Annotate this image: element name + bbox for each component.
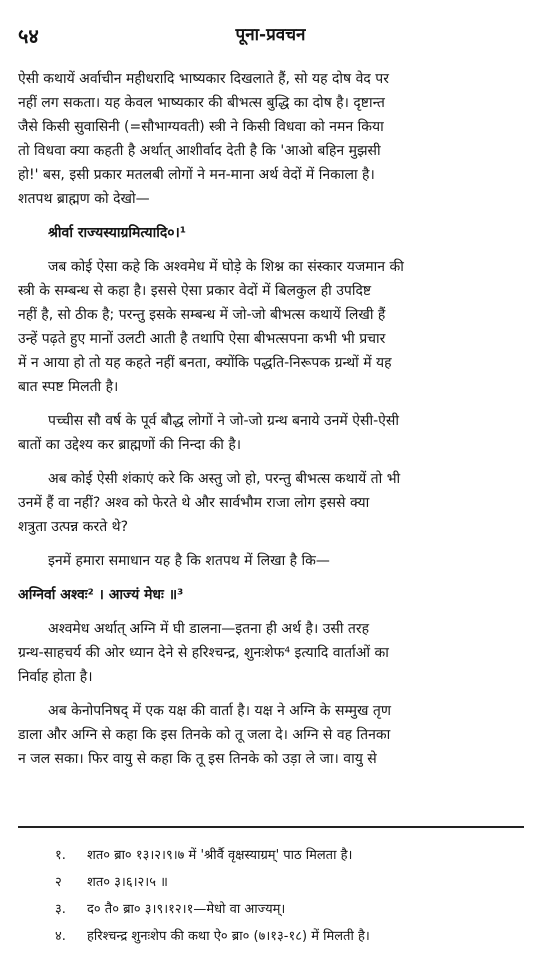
text-line: उनमें हैं वा नहीं? अश्व को फेरते थे और सार्वभौम राजा लोग इससे क्या (18, 495, 370, 511)
text-line: जब कोई ऐसा कहे कि अश्वमेध में घोड़े के शिश्न का संस्कार यजमान की (48, 259, 404, 275)
footnote-text: द० तै० ब्रा० ३।९।१२।१—मेधो वा आज्यम्। (87, 902, 286, 917)
text-line: नहीं लग सकता। यह केवल भाष्यकार की बीभत्स बुद्धि का दोष है। दृष्टान्त (18, 95, 385, 111)
footnote-text: शत० ब्रा० १३।२।९।७ में 'श्रीर्वै वृक्षस्याग्रम्' पाठ मिलता है। (87, 848, 353, 863)
footnote (55, 842, 525, 869)
text-line: शत्रुता उत्पन्न करते थे? (18, 519, 129, 535)
sanskrit-quote: श्रीर्वा राज्यस्याग्रमित्यादि०।¹ (48, 225, 186, 241)
text-line: बातों का उद्देश्य कर ब्राह्मणों की निन्दा की है। (18, 437, 242, 453)
page-header (18, 22, 523, 52)
page-number: ५४ (18, 24, 39, 48)
footnote-text: शत० ३।६।२।५ ॥ (87, 875, 168, 890)
sanskrit-quote: अग्निर्वा अश्वः² । आज्यं मेधः ॥³ (18, 587, 184, 603)
text-line: न जल सका। फिर वायु से कहा कि तू इस तिनके को उड़ा ले जा। वायु से (18, 751, 377, 767)
footnote-number: ३. (55, 902, 66, 917)
footnote (55, 923, 525, 950)
footnote-number: ४. (55, 929, 66, 944)
text-line: इनमें हमारा समाधान यह है कि शतपथ में लिखा है कि— (48, 553, 330, 569)
text-line: उन्हें पढ़ते हुए मानों उलटी आती है तथापि ऐसा बीभत्सपना कभी भी प्रचार (18, 331, 386, 347)
footnote-divider (18, 826, 524, 828)
text-line: हो!' बस, इसी प्रकार मतलबी लोगों ने मन-माना अर्थ वेदों में निकाला है। (18, 167, 375, 183)
footnotes (55, 842, 525, 950)
text-line: अश्वमेध अर्थात् अग्नि में घी डालना—इतना ही अर्थ है। उसी तरह (48, 621, 370, 637)
body-text (18, 67, 526, 771)
text-line: ऐसी कथायें अर्वाचीन महीधरादि भाष्यकार दिखलाते हैं, सो यह दोष वेद पर (18, 71, 389, 87)
text-line: नहीं है, सो ठीक है; परन्तु इसके सम्बन्ध में जो-जो बीभत्स कथायें लिखी हैं (18, 307, 386, 323)
footnote (55, 869, 525, 896)
text-line: बात स्पष्ट मिलती है। (18, 379, 119, 395)
footnote-number: १. (55, 848, 66, 863)
text-line: निर्वाह होता है। (18, 669, 93, 685)
text-line: अब कोई ऐसी शंकाएं करे कि अस्तु जो हो, परन्तु बीभत्स कथायें तो भी (48, 471, 401, 487)
text-line: तो विधवा क्या कहती है अर्थात् आशीर्वाद देती है कि 'आओ बहिन मुझसी (18, 143, 381, 159)
footnote-number: २ (55, 875, 62, 890)
text-line: में न आया हो तो यह कहते नहीं बनता, क्योंकि पद्धति-निरूपक ग्रन्थों में यह (18, 355, 392, 371)
running-title: पूना-प्रवचन (235, 25, 306, 45)
text-line: डाला और अग्नि से कहा कि इस तिनके को तू जला दे। अग्नि से वह तिनका (18, 727, 391, 743)
footnote (55, 896, 525, 923)
text-line: स्त्री के सम्बन्ध से कहा है। इससे ऐसा प्रकार वेदों में बिलकुल ही उपदिष्ट (18, 283, 372, 299)
text-line: अब केनोपनिषद् में एक यक्ष की वार्ता है। यक्ष ने अग्नि के सम्मुख तृण (48, 703, 392, 719)
text-line: पच्चीस सौ वर्ष के पूर्व बौद्ध लोगों ने जो-जो ग्रन्थ बनाये उनमें ऐसी-ऐसी (48, 413, 399, 429)
footnote-text: हरिश्चन्द्र शुनःशेप की कथा ऐ० ब्रा० (७।१३-१८) में मिलती है। (87, 929, 370, 944)
text-line: जैसे किसी सुवासिनी (=सौभाग्यवती) स्त्री ने किसी विधवा को नमन किया (18, 119, 384, 135)
text-line: ग्रन्थ-साहचर्य की ओर ध्यान देने से हरिश्चन्द्र, शुनःशेफ⁴ इत्यादि वार्ताओं का (18, 645, 389, 661)
text-line: शतपथ ब्राह्मण को देखो— (18, 191, 150, 207)
